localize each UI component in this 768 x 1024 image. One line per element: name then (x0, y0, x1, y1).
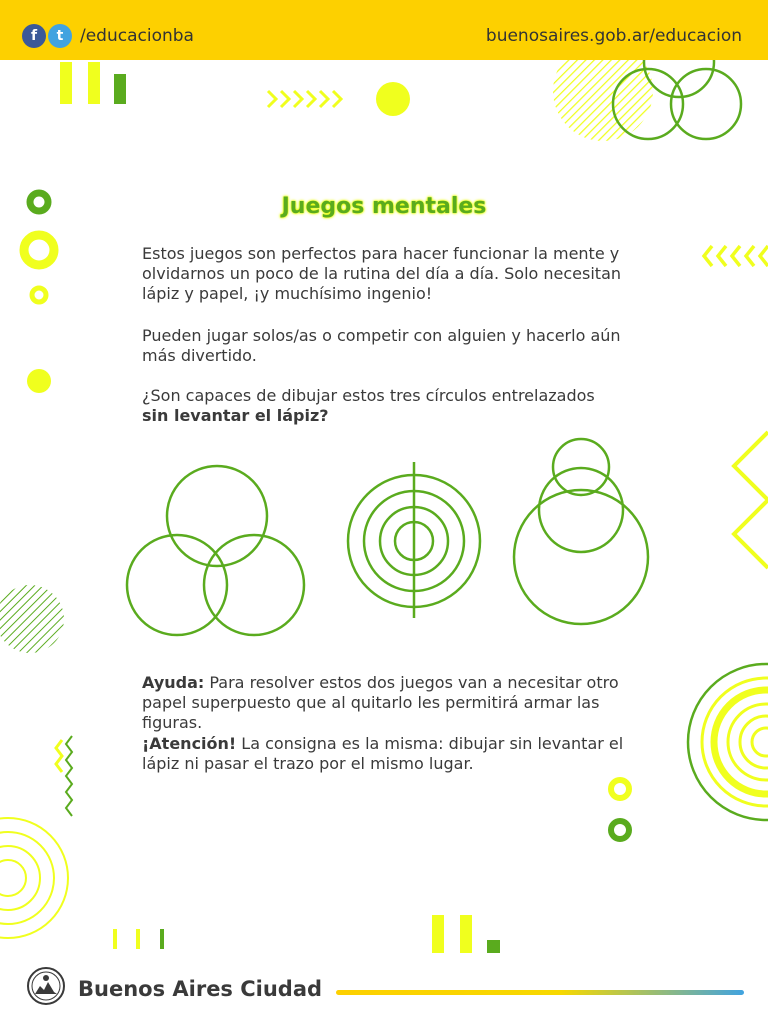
city-seal-icon (26, 966, 66, 1006)
twitter-icon[interactable]: t (48, 24, 72, 48)
social-handle[interactable]: /educacionba (80, 26, 194, 46)
attention-paragraph (142, 734, 642, 774)
facebook-icon[interactable]: f (22, 24, 46, 48)
footer-divider (336, 990, 744, 995)
page-title: Juegos mentales (281, 194, 487, 219)
puzzle-figures (110, 430, 670, 640)
help-text: Para resolver estos dos juegos van a necesitar otro papel superpuesto que al quitarlo les permitirá armar las figuras. (142, 673, 619, 732)
question-text: ¿Son capaces de dibujar estos tres círculos entrelazados (142, 386, 595, 405)
site-url[interactable]: buenosaires.gob.ar/educacion (485, 26, 742, 46)
stacked-circles-figure (514, 439, 648, 624)
footer-brand: Buenos Aires Ciudad (78, 977, 323, 1001)
attention-label: ¡Atención! (142, 734, 237, 753)
three-interlaced-circles-figure (127, 466, 304, 635)
intro-paragraph: Estos juegos son perfectos para hacer funcionar la mente y olvidarnos un poco de la rutina del día a día. Solo necesitan lápiz y papel, ¡y muchísimo ingenio! (142, 244, 622, 303)
question-paragraph (142, 386, 642, 426)
help-paragraph (142, 673, 642, 733)
attention-text: La consigna es la misma: dibujar sin levantar el lápiz ni pasar el trazo por el mismo lugar. (142, 734, 624, 773)
concentric-circles-figure (348, 462, 480, 618)
help-label: Ayuda: (142, 673, 205, 692)
question-bold-text: sin levantar el lápiz? (142, 406, 329, 425)
players-paragraph: Pueden jugar solos/as o competir con alguien y hacerlo aún más divertido. (142, 326, 621, 365)
